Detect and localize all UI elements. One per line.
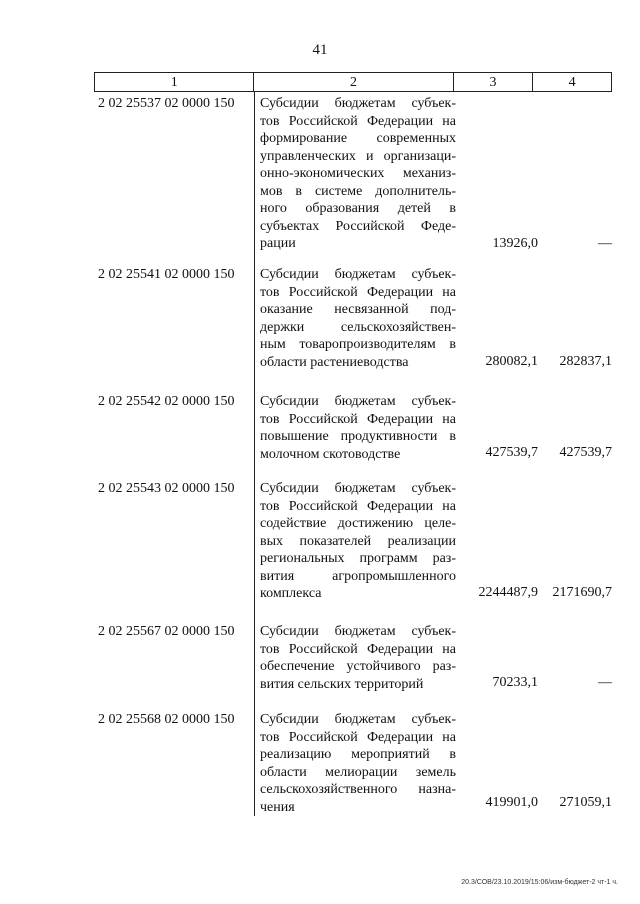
desc-line: ным товаропроизводителям в (260, 337, 456, 352)
value-col-3: 427539,7 (485, 445, 538, 460)
value-col-4: — (598, 675, 612, 690)
value-col-4: — (598, 236, 612, 251)
desc-line: тов Российской Федерации на (260, 284, 456, 300)
desc-line: реализацию мероприятий в (260, 747, 456, 762)
value-col-4: 2171690,7 (552, 585, 612, 600)
column-divider (254, 92, 255, 816)
desc-line: тов Российской Федерации на (260, 498, 456, 514)
desc-line: вития сельских территорий (260, 676, 424, 692)
value-col-3: 419901,0 (485, 795, 538, 810)
row-code: 2 02 25568 02 0000 150 (98, 712, 235, 727)
table-header (94, 72, 612, 92)
desc-line: субъектах Российской Феде- (260, 218, 456, 234)
desc-line: области растениеводства (260, 354, 409, 370)
desc-line: тов Российской Федерации на (260, 411, 456, 427)
desc-line: Субсидии бюджетам субъек- (260, 96, 456, 111)
desc-line: оказание несвязанной под- (260, 302, 456, 317)
desc-line: сельскохозяйственного назна- (260, 782, 456, 797)
desc-line: Субсидии бюджетам субъек- (260, 394, 456, 409)
row-code: 2 02 25537 02 0000 150 (98, 96, 235, 111)
desc-line: Субсидии бюджетам субъек- (260, 624, 456, 639)
row-description (260, 266, 456, 371)
desc-line: содействие достижению целе- (260, 516, 456, 531)
value-col-4: 427539,7 (559, 445, 612, 460)
desc-line: чения (260, 799, 295, 815)
desc-line: Субсидии бюджетам субъек- (260, 712, 456, 727)
desc-line: вых показателей реализации (260, 533, 456, 549)
desc-line: управленческих и организаци- (260, 148, 456, 164)
desc-line: формирование современных (260, 131, 456, 146)
desc-line: Субсидии бюджетам субъек- (260, 267, 456, 282)
desc-line: повышение продуктивности в (260, 429, 456, 444)
desc-line: тов Российской Федерации на (260, 729, 456, 745)
row-description (260, 95, 456, 253)
desc-line: ного образования детей в (260, 201, 456, 216)
page-number: 41 (312, 42, 328, 58)
budget-table (94, 72, 612, 92)
header-col-2: 2 (254, 73, 453, 91)
desc-line: мов в системе дополнитель- (260, 183, 456, 199)
desc-line: вития агропромышленного (260, 568, 456, 584)
header-col-4: 4 (568, 75, 576, 90)
row-description (260, 623, 456, 693)
header-col-3: 3 (454, 73, 534, 91)
value-col-3: 70233,1 (492, 675, 538, 690)
row-code: 2 02 25543 02 0000 150 (98, 481, 235, 496)
desc-line: комплекса (260, 586, 322, 601)
desc-line: онно-экономических механиз- (260, 166, 456, 181)
desc-line: рации (260, 236, 296, 251)
row-description (260, 480, 456, 603)
document-footer-stamp: 20.3/СОВ/23.10.2019/15:06/изм-бюджет-2 чт-1 ч. (461, 879, 618, 886)
value-col-3: 280082,1 (485, 354, 538, 369)
row-description (260, 393, 456, 463)
value-col-3: 2244487,9 (478, 585, 538, 600)
desc-line: региональных программ раз- (260, 551, 456, 566)
desc-line: держки сельскохозяйствен- (260, 319, 456, 335)
value-col-4: 271059,1 (559, 795, 612, 810)
header-col-1: 1 (95, 73, 254, 91)
desc-line: тов Российской Федерации на (260, 641, 456, 657)
row-code: 2 02 25541 02 0000 150 (98, 267, 235, 282)
row-description (260, 711, 456, 816)
desc-line: области мелиорации земель (260, 764, 456, 780)
row-code: 2 02 25542 02 0000 150 (98, 394, 235, 409)
desc-line: молочном скотоводстве (260, 446, 401, 462)
row-code: 2 02 25567 02 0000 150 (98, 624, 235, 639)
desc-line: обеспечение устойчивого раз- (260, 659, 456, 674)
desc-line: тов Российской Федерации на (260, 113, 456, 129)
desc-line: Субсидии бюджетам субъек- (260, 481, 456, 496)
value-col-3: 13926,0 (492, 236, 538, 251)
value-col-4: 282837,1 (559, 354, 612, 369)
